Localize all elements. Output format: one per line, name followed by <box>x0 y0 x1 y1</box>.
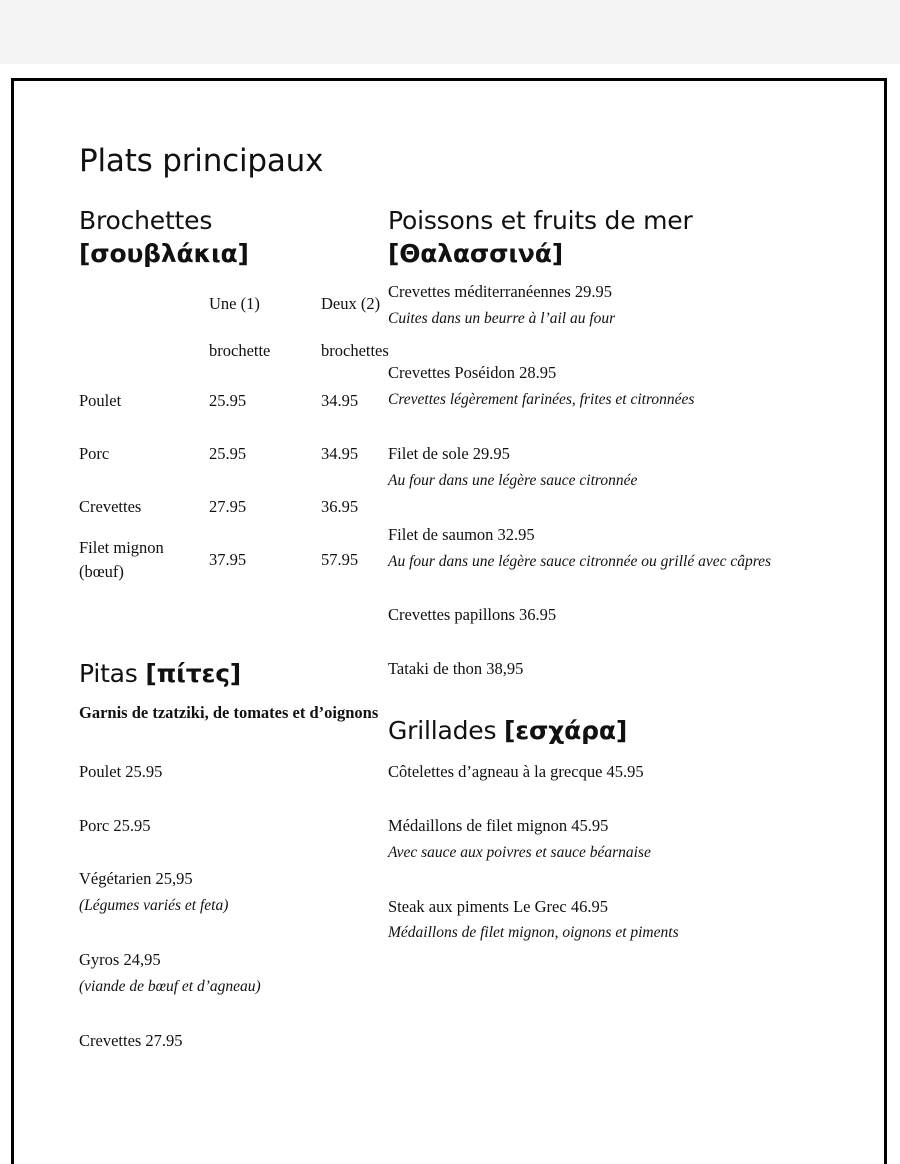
menu-columns <box>14 205 884 1053</box>
menu-item-name: Crevettes Poséidon 28.95 <box>388 362 557 382</box>
menu-item <box>79 814 384 838</box>
section-title-grillades <box>388 715 834 748</box>
table-row <box>79 480 409 533</box>
menu-page-sheet <box>11 78 887 1164</box>
table-row <box>79 374 409 427</box>
menu-item-name: Crevettes papillons 36.95 <box>388 605 557 625</box>
section-title-brochettes-greek: [σουβλάκια] <box>79 238 249 268</box>
dish-price-two: 57.95 <box>321 549 359 569</box>
brochettes-price-table <box>79 280 409 586</box>
pitas-note: Garnis de tzatziki, de tomates et d’oignons <box>79 702 379 722</box>
dish-price-two: 34.95 <box>321 443 359 463</box>
section-title-brochettes <box>79 205 384 270</box>
menu-item <box>79 1029 384 1053</box>
menu-item-name: Tataki de thon 38,95 <box>388 659 524 679</box>
band-gap <box>0 64 900 78</box>
section-poissons <box>388 205 834 681</box>
column-header-one-line1: Une (1) <box>209 294 260 313</box>
menu-item <box>388 523 834 574</box>
menu-item-description: Avec sauce aux poivres et sauce béarnaise <box>388 843 651 861</box>
menu-item <box>388 814 834 865</box>
dish-name: Poulet <box>79 390 122 410</box>
page-title: Plats principaux <box>79 143 324 179</box>
section-title-poissons-greek: [Θαλασσινά] <box>388 238 563 268</box>
menu-content <box>14 81 884 1053</box>
section-title-pitas-fr: Pitas <box>79 659 146 688</box>
table-header-row <box>79 280 409 374</box>
brochettes-table-body <box>79 374 409 586</box>
menu-item-description: Au four dans une légère sauce citronnée <box>388 471 638 489</box>
menu-item-name: Porc 25.95 <box>79 815 151 835</box>
menu-item-name: Filet de saumon 32.95 <box>388 524 535 544</box>
column-header-two-line1: Deux (2) <box>321 294 381 313</box>
column-header-dish-line <box>79 280 209 327</box>
section-title-pitas-greek: [πίτες] <box>145 659 242 688</box>
menu-item-name: Filet de sole 29.95 <box>388 443 510 463</box>
menu-item-description: Crevettes légèrement farinées, frites et citronnées <box>388 390 695 408</box>
dish-name-line2: (bœuf) <box>79 561 124 581</box>
section-title-grillades-fr: Grillades <box>388 716 505 746</box>
section-title-grillades-greek: [εσχάρα] <box>504 716 628 746</box>
dish-price-one: 27.95 <box>209 496 247 516</box>
menu-item <box>388 361 834 412</box>
menu-item <box>388 657 834 681</box>
section-title-poissons-fr: Poissons et fruits de mer <box>388 206 693 235</box>
menu-item-name: Poulet 25.95 <box>79 761 163 781</box>
menu-column-right <box>384 205 834 945</box>
section-brochettes <box>79 205 389 586</box>
dish-price-one: 25.95 <box>209 443 247 463</box>
section-pitas <box>79 658 384 1053</box>
menu-item-description: (viande de bœuf et d’agneau) <box>79 978 261 996</box>
menu-item <box>388 280 834 331</box>
menu-item <box>388 442 834 493</box>
menu-item-name: Côtelettes d’agneau à la grecque 45.95 <box>388 761 644 781</box>
menu-item <box>388 760 834 784</box>
dish-name <box>79 533 209 586</box>
menu-item-description: Médaillons de filet mignon, oignons et piments <box>388 924 679 942</box>
dish-name: Crevettes <box>79 496 142 516</box>
table-row <box>79 427 409 480</box>
section-title-brochettes-fr: Brochettes <box>79 206 213 235</box>
menu-item-description: (Légumes variés et feta) <box>79 897 229 915</box>
menu-item-name: Gyros 24,95 <box>79 950 161 970</box>
menu-item <box>79 948 384 999</box>
menu-item <box>79 760 384 784</box>
menu-item-name: Steak aux piments Le Grec 46.95 <box>388 896 608 916</box>
brochettes-table-head <box>79 280 409 374</box>
menu-item-description: Au four dans une légère sauce citronnée ou grillé avec câpres <box>388 552 772 570</box>
column-header-one-line2: brochette <box>209 341 271 360</box>
menu-item-name: Crevettes méditerranéennes 29.95 <box>388 282 613 301</box>
column-header-two-line2: brochettes <box>321 341 389 360</box>
menu-item <box>388 603 834 627</box>
menu-item-description: Cuites dans un beurre à l’ail au four <box>388 309 616 327</box>
section-title-poissons <box>388 205 834 270</box>
table-row <box>79 533 409 586</box>
menu-item-name: Végétarien 25,95 <box>79 869 193 889</box>
column-header-one-brochette <box>209 280 321 374</box>
menu-item-name: Crevettes 27.95 <box>79 1031 183 1051</box>
dish-name-line1: Filet mignon <box>79 538 164 558</box>
dish-price-one: 37.95 <box>209 549 247 569</box>
column-header-dish <box>79 280 209 374</box>
section-title-pitas <box>79 658 384 691</box>
column-header-dish-line2 <box>79 327 209 374</box>
menu-column-left <box>14 205 389 1053</box>
menu-item <box>79 867 384 918</box>
top-gray-band <box>0 0 900 64</box>
menu-item <box>388 895 834 946</box>
dish-price-two: 34.95 <box>321 390 359 410</box>
dish-name: Porc <box>79 443 110 463</box>
dish-price-two: 36.95 <box>321 496 359 516</box>
menu-item-name: Médaillons de filet mignon 45.95 <box>388 815 609 835</box>
dish-price-one: 25.95 <box>209 390 247 410</box>
section-grillades <box>388 715 834 945</box>
